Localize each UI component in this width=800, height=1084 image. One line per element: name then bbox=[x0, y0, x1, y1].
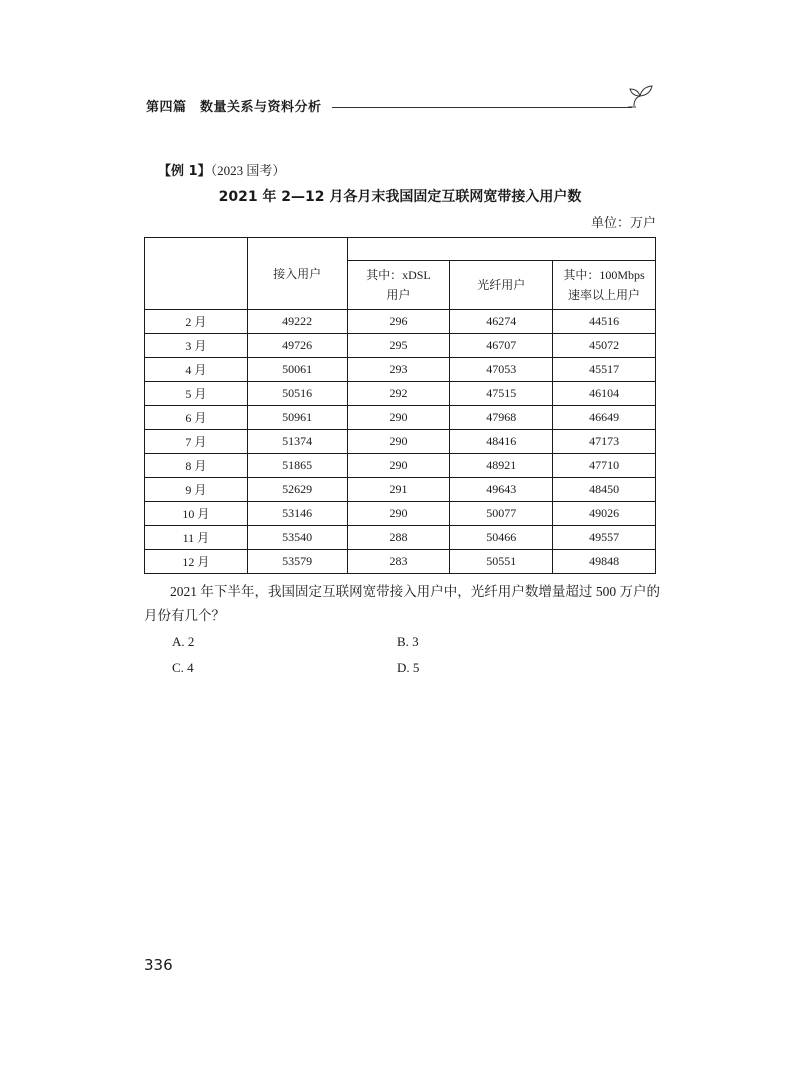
option-d[interactable]: D. 5 bbox=[397, 660, 420, 675]
cell-fiber: 47053 bbox=[450, 358, 553, 382]
header-100mbps-line2: 速率以上用户 bbox=[568, 288, 641, 302]
cell-fast: 45517 bbox=[553, 358, 656, 382]
table-row bbox=[145, 526, 656, 550]
cell-month: 3 月 bbox=[145, 334, 248, 358]
table-unit: 单位：万户 bbox=[590, 215, 656, 230]
cell-month: 2 月 bbox=[145, 310, 248, 334]
table-row bbox=[145, 478, 656, 502]
running-header bbox=[146, 96, 666, 118]
cell-fast: 49026 bbox=[553, 502, 656, 526]
cell-fast: 44516 bbox=[553, 310, 656, 334]
cell-xdsl: 295 bbox=[347, 334, 450, 358]
cell-fiber: 48921 bbox=[450, 454, 553, 478]
broadband-users-table bbox=[144, 237, 656, 574]
sprout-icon bbox=[628, 84, 658, 110]
page-number: 336 bbox=[144, 956, 173, 974]
cell-xdsl: 290 bbox=[347, 406, 450, 430]
cell-xdsl: 290 bbox=[347, 430, 450, 454]
header-xdsl-line1: 其中：xDSL bbox=[366, 268, 431, 282]
cell-fiber: 46707 bbox=[450, 334, 553, 358]
cell-xdsl: 290 bbox=[347, 502, 450, 526]
cell-fiber: 47968 bbox=[450, 406, 553, 430]
cell-total: 53146 bbox=[247, 502, 347, 526]
cell-fast: 49848 bbox=[553, 550, 656, 574]
header-xdsl-line2: 用户 bbox=[386, 288, 411, 302]
cell-total: 50516 bbox=[247, 382, 347, 406]
table-row bbox=[145, 382, 656, 406]
header-fiber-users: 光纤用户 bbox=[450, 261, 553, 310]
table-row bbox=[145, 454, 656, 478]
option-b[interactable]: B. 3 bbox=[397, 634, 419, 649]
table-row bbox=[145, 406, 656, 430]
cell-month: 8 月 bbox=[145, 454, 248, 478]
example-source: （2023 国考） bbox=[210, 163, 286, 178]
corner-header-cell bbox=[145, 238, 248, 310]
example-label bbox=[158, 160, 285, 179]
cell-fiber: 50466 bbox=[450, 526, 553, 550]
cell-month: 4 月 bbox=[145, 358, 248, 382]
cell-total: 53579 bbox=[247, 550, 347, 574]
cell-xdsl: 293 bbox=[347, 358, 450, 382]
header-100mbps-users bbox=[553, 261, 656, 310]
cell-xdsl: 296 bbox=[347, 310, 450, 334]
table-row bbox=[145, 358, 656, 382]
cell-fast: 49557 bbox=[553, 526, 656, 550]
header-total-users: 接入用户 bbox=[247, 238, 347, 310]
option-c[interactable]: C. 4 bbox=[172, 660, 194, 675]
table-title: 2021 年 2—12 月各月末我国固定互联网宽带接入用户数 bbox=[218, 189, 582, 205]
cell-total: 51865 bbox=[247, 454, 347, 478]
cell-fast: 47173 bbox=[553, 430, 656, 454]
cell-total: 50061 bbox=[247, 358, 347, 382]
cell-fast: 45072 bbox=[553, 334, 656, 358]
cell-xdsl: 288 bbox=[347, 526, 450, 550]
example-number: 【例 1】 bbox=[158, 164, 211, 179]
header-100mbps-line1: 其中：100Mbps bbox=[563, 268, 645, 282]
table-row bbox=[145, 310, 656, 334]
header-blank-band bbox=[347, 238, 655, 261]
cell-fiber: 49643 bbox=[450, 478, 553, 502]
cell-total: 49726 bbox=[247, 334, 347, 358]
cell-fiber: 50077 bbox=[450, 502, 553, 526]
cell-month: 10 月 bbox=[145, 502, 248, 526]
cell-month: 9 月 bbox=[145, 478, 248, 502]
cell-month: 12 月 bbox=[145, 550, 248, 574]
cell-month: 7 月 bbox=[145, 430, 248, 454]
cell-fast: 46104 bbox=[553, 382, 656, 406]
cell-fast: 47710 bbox=[553, 454, 656, 478]
table-row bbox=[145, 550, 656, 574]
cell-xdsl: 292 bbox=[347, 382, 450, 406]
cell-total: 50961 bbox=[247, 406, 347, 430]
cell-xdsl: 283 bbox=[347, 550, 450, 574]
cell-total: 51374 bbox=[247, 430, 347, 454]
cell-fast: 48450 bbox=[553, 478, 656, 502]
cell-fiber: 50551 bbox=[450, 550, 553, 574]
header-rule bbox=[332, 107, 632, 108]
cell-xdsl: 290 bbox=[347, 454, 450, 478]
cell-fiber: 46274 bbox=[450, 310, 553, 334]
header-xdsl-users bbox=[347, 261, 450, 310]
cell-month: 6 月 bbox=[145, 406, 248, 430]
cell-fast: 46649 bbox=[553, 406, 656, 430]
cell-total: 52629 bbox=[247, 478, 347, 502]
table-row bbox=[145, 502, 656, 526]
cell-month: 5 月 bbox=[145, 382, 248, 406]
table-row bbox=[145, 430, 656, 454]
cell-xdsl: 291 bbox=[347, 478, 450, 502]
cell-total: 49222 bbox=[247, 310, 347, 334]
cell-month: 11 月 bbox=[145, 526, 248, 550]
cell-total: 53540 bbox=[247, 526, 347, 550]
section-title: 第四篇 数量关系与资料分析 bbox=[146, 100, 322, 115]
option-a[interactable]: A. 2 bbox=[172, 634, 195, 649]
table-row bbox=[145, 334, 656, 358]
cell-fiber: 47515 bbox=[450, 382, 553, 406]
cell-fiber: 48416 bbox=[450, 430, 553, 454]
question-text: 2021 年下半年，我国固定互联网宽带接入用户中，光纤用户数增量超过 500 万户的月份有几个？ bbox=[144, 584, 660, 623]
